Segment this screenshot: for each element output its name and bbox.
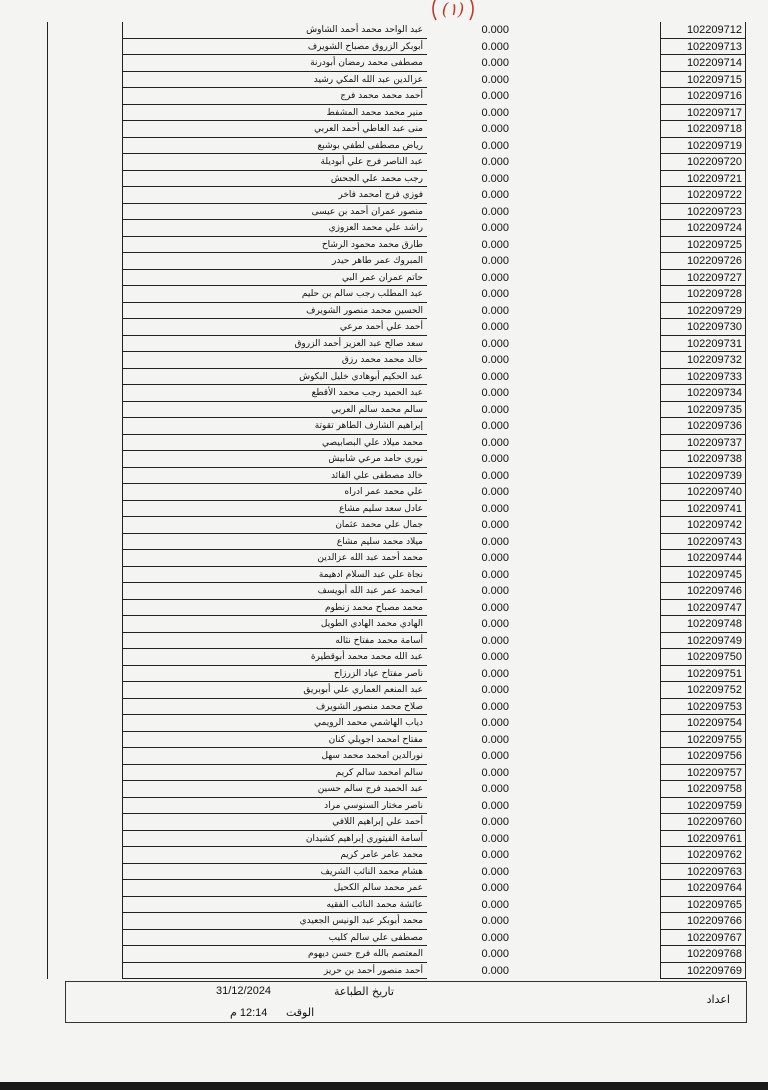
employee-id-cell: 102209748 bbox=[660, 616, 746, 633]
amount-cell: 0.000 bbox=[481, 436, 509, 449]
employee-id-cell: 102209754 bbox=[660, 715, 746, 732]
employee-name-cell: إبراهيم الشارف الطاهر تقوتة bbox=[122, 418, 427, 435]
amount-cell: 0.000 bbox=[481, 931, 509, 944]
employee-name-cell: مفتاح امحمد اجويلي كنان bbox=[122, 732, 427, 749]
table-row bbox=[47, 369, 747, 386]
amount-cell: 0.000 bbox=[481, 288, 509, 300]
employee-name-cell: مصطفى علي سالم كليب bbox=[122, 930, 427, 947]
amount-cell: 0.000 bbox=[481, 865, 509, 878]
amount-cell: 0.000 bbox=[481, 535, 509, 548]
amount-cell: 0.000 bbox=[481, 370, 509, 383]
table-row bbox=[47, 963, 747, 980]
employee-name-cell: أسامة الفيتوري إبراهيم كشيدان bbox=[122, 831, 427, 848]
table-row bbox=[47, 781, 747, 798]
employee-id-cell: 102209732 bbox=[660, 352, 746, 369]
employee-name-cell: أحمد علي أحمد مرعي bbox=[122, 319, 427, 336]
table-row bbox=[47, 468, 747, 485]
prepared-by-label: اعداد bbox=[706, 993, 730, 1006]
employee-id-cell: 102209752 bbox=[660, 682, 746, 699]
employee-name-cell: ناصر مفتاح عياد الزرزاح bbox=[122, 666, 427, 683]
amount-cell: 0.000 bbox=[481, 403, 509, 416]
amount-cell: 0.000 bbox=[481, 634, 509, 647]
amount-cell: 0.000 bbox=[481, 816, 509, 828]
employee-id-cell: 102209731 bbox=[660, 336, 746, 353]
table-row bbox=[47, 187, 747, 204]
table-row bbox=[47, 55, 747, 72]
amount-cell: 0.000 bbox=[481, 502, 509, 515]
employee-name-cell: عبد الناصر فرج علي أبوديلة bbox=[122, 154, 427, 171]
table-row bbox=[47, 946, 747, 963]
employee-name-cell: عبد الله محمد محمد أبوقطيرة bbox=[122, 649, 427, 666]
employee-name-cell: رجب محمد علي الجحش bbox=[122, 171, 427, 188]
employee-id-cell: 102209713 bbox=[660, 39, 746, 56]
employee-name-cell: علي محمد عمر ادراه bbox=[122, 484, 427, 501]
employee-id-cell: 102209753 bbox=[660, 699, 746, 716]
print-time-value: 12:14 م bbox=[230, 1007, 268, 1019]
employee-name-cell: محمد عامر عامر كريم bbox=[122, 847, 427, 864]
employee-name-cell: نوري حامد مرعي شابيش bbox=[122, 451, 427, 468]
svg-text:(١): (١) bbox=[441, 0, 465, 20]
table-row bbox=[47, 715, 747, 732]
amount-cell: 0.000 bbox=[481, 684, 509, 696]
employee-name-cell: مصطفى محمد رمضان أبودرنة bbox=[122, 55, 427, 72]
employee-id-cell: 102209735 bbox=[660, 402, 746, 419]
table-row bbox=[47, 864, 747, 881]
table-border bbox=[122, 22, 123, 979]
employee-id-cell: 102209721 bbox=[660, 171, 746, 188]
table-row bbox=[47, 765, 747, 782]
employee-id-cell: 102209716 bbox=[660, 88, 746, 105]
table-border bbox=[47, 22, 48, 979]
employee-name-cell: رياض مصطفى لطفي بوشبع bbox=[122, 138, 427, 155]
amount-cell: 0.000 bbox=[481, 948, 509, 960]
employee-id-cell: 102209724 bbox=[660, 220, 746, 237]
employee-name-cell: سالم محمد سالم العربي bbox=[122, 402, 427, 419]
employee-id-cell: 102209744 bbox=[660, 550, 746, 567]
table-row bbox=[47, 253, 747, 270]
employee-id-cell: 102209739 bbox=[660, 468, 746, 485]
employee-name-cell: أحمد علي إبراهيم اللافي bbox=[122, 814, 427, 831]
table-row bbox=[47, 220, 747, 237]
employee-name-cell: فوزي فرج امحمد فاخر bbox=[122, 187, 427, 204]
table-row bbox=[47, 171, 747, 188]
table-row bbox=[47, 484, 747, 501]
amount-cell: 0.000 bbox=[481, 519, 509, 531]
amount-cell: 0.000 bbox=[481, 172, 509, 185]
amount-cell: 0.000 bbox=[481, 849, 509, 861]
employee-id-cell: 102209719 bbox=[660, 138, 746, 155]
employee-name-cell: دياب الهاشمي محمد الرويمي bbox=[122, 715, 427, 732]
employee-name-cell: الهادي محمد الهادي الطويل bbox=[122, 616, 427, 633]
employee-id-cell: 102209712 bbox=[660, 22, 746, 39]
table-row bbox=[47, 138, 747, 155]
employee-id-cell: 102209767 bbox=[660, 930, 746, 947]
employee-name-cell: منى عبد العاطي أحمد العربي bbox=[122, 121, 427, 138]
employee-id-cell: 102209746 bbox=[660, 583, 746, 600]
amount-cell: 0.000 bbox=[481, 700, 509, 713]
employee-id-cell: 102209758 bbox=[660, 781, 746, 798]
employee-name-cell: جمال علي محمد عثمان bbox=[122, 517, 427, 534]
employee-name-cell: عبد المنعم العماري علي أبوبريق bbox=[122, 682, 427, 699]
table-row bbox=[47, 385, 747, 402]
amount-cell: 0.000 bbox=[481, 733, 509, 746]
employee-id-cell: 102209718 bbox=[660, 121, 746, 138]
amount-cell: 0.000 bbox=[481, 453, 509, 465]
amount-cell: 0.000 bbox=[481, 90, 509, 102]
page-number-mark bbox=[428, 0, 478, 22]
employee-name-cell: هشام محمد النائب الشريف bbox=[122, 864, 427, 881]
table-row bbox=[47, 303, 747, 320]
employee-id-cell: 102209745 bbox=[660, 567, 746, 584]
table-row bbox=[47, 699, 747, 716]
table-row bbox=[47, 237, 747, 254]
employee-id-cell: 102209760 bbox=[660, 814, 746, 831]
table-row bbox=[47, 286, 747, 303]
table-row bbox=[47, 550, 747, 567]
amount-cell: 0.000 bbox=[481, 354, 509, 366]
employee-id-cell: 102209722 bbox=[660, 187, 746, 204]
table-row bbox=[47, 831, 747, 848]
employee-name-cell: محمد ميلاد علي البصابيصي bbox=[122, 435, 427, 452]
employee-name-cell: حاتم عمران عمر البي bbox=[122, 270, 427, 287]
employee-name-cell: عبد المطلب رجب سالم بن حليم bbox=[122, 286, 427, 303]
amount-cell: 0.000 bbox=[481, 585, 509, 597]
employee-name-cell: محمد أحمد عبد الله عزالدين bbox=[122, 550, 427, 567]
amount-cell: 0.000 bbox=[481, 123, 509, 135]
employee-name-cell: عبد الحميد فرج سالم حسين bbox=[122, 781, 427, 798]
table-row bbox=[47, 616, 747, 633]
amount-cell: 0.000 bbox=[481, 189, 509, 201]
amount-cell: 0.000 bbox=[481, 783, 509, 795]
amount-cell: 0.000 bbox=[481, 882, 509, 894]
amount-cell: 0.000 bbox=[481, 601, 509, 614]
employee-name-cell: عبد الحكيم أبوهادي خليل البكوش bbox=[122, 369, 427, 386]
employee-id-cell: 102209726 bbox=[660, 253, 746, 270]
employee-name-cell: محمد مصباح محمد زنطوم bbox=[122, 600, 427, 617]
table-row bbox=[47, 847, 747, 864]
table-row bbox=[47, 501, 747, 518]
employee-id-cell: 102209723 bbox=[660, 204, 746, 221]
amount-cell: 0.000 bbox=[481, 799, 509, 812]
table-row bbox=[47, 204, 747, 221]
employee-name-cell: أحمد محمد محمد فرج bbox=[122, 88, 427, 105]
employee-name-cell: عائشة محمد النائب الفقيه bbox=[122, 897, 427, 914]
employee-name-cell: عبد الواحد محمد أحمد الشاوش bbox=[122, 22, 427, 39]
employee-name-cell: ميلاد محمد سليم مشاع bbox=[122, 534, 427, 551]
table-row bbox=[47, 913, 747, 930]
table-row bbox=[47, 567, 747, 584]
employee-name-cell: عزالدين عبد الله المكي رشيد bbox=[122, 72, 427, 89]
table-row bbox=[47, 105, 747, 122]
employee-id-cell: 102209729 bbox=[660, 303, 746, 320]
table-row bbox=[47, 814, 747, 831]
amount-cell: 0.000 bbox=[481, 24, 509, 36]
employee-id-cell: 102209765 bbox=[660, 897, 746, 914]
employee-id-cell: 102209737 bbox=[660, 435, 746, 452]
table-row bbox=[47, 88, 747, 105]
employee-id-cell: 102209762 bbox=[660, 847, 746, 864]
employee-name-cell: أسامة محمد مفتاح نثاله bbox=[122, 633, 427, 650]
table-row bbox=[47, 600, 747, 617]
records-table bbox=[47, 22, 747, 979]
amount-cell: 0.000 bbox=[481, 469, 509, 482]
amount-cell: 0.000 bbox=[481, 618, 509, 630]
amount-cell: 0.000 bbox=[481, 271, 509, 284]
print-footer bbox=[65, 981, 747, 1023]
table-row bbox=[47, 880, 747, 897]
employee-id-cell: 102209740 bbox=[660, 484, 746, 501]
employee-name-cell: المعتصم بالله فرج حسن ديهوم bbox=[122, 946, 427, 963]
employee-name-cell: خالد مصطفى علي القائد bbox=[122, 468, 427, 485]
table-row bbox=[47, 583, 747, 600]
table-row bbox=[47, 517, 747, 534]
amount-cell: 0.000 bbox=[481, 139, 509, 152]
employee-id-cell: 102209717 bbox=[660, 105, 746, 122]
table-row bbox=[47, 402, 747, 419]
employee-id-cell: 102209720 bbox=[660, 154, 746, 171]
employee-id-cell: 102209756 bbox=[660, 748, 746, 765]
employee-id-cell: 102209743 bbox=[660, 534, 746, 551]
amount-cell: 0.000 bbox=[481, 156, 509, 168]
amount-cell: 0.000 bbox=[481, 420, 509, 432]
table-row bbox=[47, 649, 747, 666]
amount-cell: 0.000 bbox=[481, 964, 509, 977]
table-row bbox=[47, 633, 747, 650]
employee-id-cell: 102209757 bbox=[660, 765, 746, 782]
employee-id-cell: 102209768 bbox=[660, 946, 746, 963]
employee-id-cell: 102209761 bbox=[660, 831, 746, 848]
amount-cell: 0.000 bbox=[481, 222, 509, 234]
table-row bbox=[47, 72, 747, 89]
amount-cell: 0.000 bbox=[481, 321, 509, 333]
employee-name-cell: منصور عمران أحمد بن عيسى bbox=[122, 204, 427, 221]
employee-name-cell: نورالدين امحمد محمد سهل bbox=[122, 748, 427, 765]
amount-cell: 0.000 bbox=[481, 205, 509, 218]
table-row bbox=[47, 435, 747, 452]
employee-name-cell: طارق محمد محمود الرشاح bbox=[122, 237, 427, 254]
table-row bbox=[47, 121, 747, 138]
employee-name-cell: سعد صالح عبد العزيز أحمد الزروق bbox=[122, 336, 427, 353]
employee-id-cell: 102209747 bbox=[660, 600, 746, 617]
employee-id-cell: 102209738 bbox=[660, 451, 746, 468]
employee-id-cell: 102209733 bbox=[660, 369, 746, 386]
employee-id-cell: 102209715 bbox=[660, 72, 746, 89]
amount-cell: 0.000 bbox=[481, 750, 509, 762]
table-row bbox=[47, 336, 747, 353]
employee-name-cell: أبوبكر الزروق مصباح الشويرف bbox=[122, 39, 427, 56]
employee-name-cell: عادل سعد سليم مشاع bbox=[122, 501, 427, 518]
amount-cell: 0.000 bbox=[481, 106, 509, 119]
table-row bbox=[47, 451, 747, 468]
amount-cell: 0.000 bbox=[481, 766, 509, 779]
table-row bbox=[47, 798, 747, 815]
employee-id-cell: 102209759 bbox=[660, 798, 746, 815]
table-row bbox=[47, 22, 747, 39]
print-date-value: 31/12/2024 bbox=[216, 985, 272, 997]
employee-id-cell: 102209766 bbox=[660, 913, 746, 930]
employee-name-cell: محمد أبوبكر عبد الونيس الجعيدي bbox=[122, 913, 427, 930]
table-row bbox=[47, 930, 747, 947]
employee-id-cell: 102209734 bbox=[660, 385, 746, 402]
amount-cell: 0.000 bbox=[481, 486, 509, 498]
employee-id-cell: 102209736 bbox=[660, 418, 746, 435]
table-row bbox=[47, 154, 747, 171]
employee-name-cell: ناصر مختار السنوسي مراد bbox=[122, 798, 427, 815]
amount-cell: 0.000 bbox=[481, 832, 509, 845]
table-row bbox=[47, 748, 747, 765]
employee-name-cell: صلاح محمد منصور الشويرف bbox=[122, 699, 427, 716]
table-row bbox=[47, 732, 747, 749]
employee-id-cell: 102209764 bbox=[660, 880, 746, 897]
table-row bbox=[47, 39, 747, 56]
employee-id-cell: 102209727 bbox=[660, 270, 746, 287]
amount-cell: 0.000 bbox=[481, 552, 509, 564]
employee-name-cell: خالد محمد محمد رزق bbox=[122, 352, 427, 369]
employee-id-cell: 102209714 bbox=[660, 55, 746, 72]
employee-name-cell: سالم امحمد سالم كريم bbox=[122, 765, 427, 782]
amount-cell: 0.000 bbox=[481, 255, 509, 267]
amount-cell: 0.000 bbox=[481, 304, 509, 317]
employee-name-cell: منير محمد محمد المشفط bbox=[122, 105, 427, 122]
employee-name-cell: المبروك عمر طاهر حيدر bbox=[122, 253, 427, 270]
employee-id-cell: 102209750 bbox=[660, 649, 746, 666]
table-row bbox=[47, 319, 747, 336]
print-date-label: تاريخ الطباعة bbox=[334, 985, 394, 998]
employee-id-cell: 102209763 bbox=[660, 864, 746, 881]
employee-id-cell: 102209742 bbox=[660, 517, 746, 534]
table-row bbox=[47, 682, 747, 699]
employee-id-cell: 102209751 bbox=[660, 666, 746, 683]
employee-id-cell: 102209725 bbox=[660, 237, 746, 254]
table-row bbox=[47, 418, 747, 435]
amount-cell: 0.000 bbox=[481, 915, 509, 927]
employee-name-cell: أحمد منصور أحمد بن حريز bbox=[122, 963, 427, 980]
table-row bbox=[47, 270, 747, 287]
amount-cell: 0.000 bbox=[481, 238, 509, 251]
print-time-label: الوقت bbox=[286, 1006, 315, 1019]
table-row bbox=[47, 666, 747, 683]
employee-name-cell: راشد علي محمد العزوزي bbox=[122, 220, 427, 237]
employee-name-cell: عمر محمد سالم الكحيل bbox=[122, 880, 427, 897]
employee-id-cell: 102209741 bbox=[660, 501, 746, 518]
employee-id-cell: 102209749 bbox=[660, 633, 746, 650]
amount-cell: 0.000 bbox=[481, 667, 509, 680]
amount-cell: 0.000 bbox=[481, 651, 509, 663]
employee-name-cell: عبد الحميد رجب محمد الأقطع bbox=[122, 385, 427, 402]
amount-cell: 0.000 bbox=[481, 73, 509, 86]
employee-id-cell: 102209728 bbox=[660, 286, 746, 303]
employee-id-cell: 102209730 bbox=[660, 319, 746, 336]
amount-cell: 0.000 bbox=[481, 898, 509, 911]
employee-id-cell: 102209755 bbox=[660, 732, 746, 749]
amount-cell: 0.000 bbox=[481, 337, 509, 350]
amount-cell: 0.000 bbox=[481, 57, 509, 69]
amount-cell: 0.000 bbox=[481, 717, 509, 729]
table-row bbox=[47, 534, 747, 551]
employee-name-cell: نجاة علي عبد السلام ادهيمة bbox=[122, 567, 427, 584]
amount-cell: 0.000 bbox=[481, 568, 509, 581]
employee-name-cell: امحمد عمر عبد الله أبويسف bbox=[122, 583, 427, 600]
amount-cell: 0.000 bbox=[481, 387, 509, 399]
employee-id-cell: 102209769 bbox=[660, 963, 746, 980]
table-row bbox=[47, 352, 747, 369]
table-row bbox=[47, 897, 747, 914]
employee-name-cell: الحسين محمد منصور الشويرف bbox=[122, 303, 427, 320]
scan-edge bbox=[0, 1082, 768, 1090]
amount-cell: 0.000 bbox=[481, 40, 509, 53]
